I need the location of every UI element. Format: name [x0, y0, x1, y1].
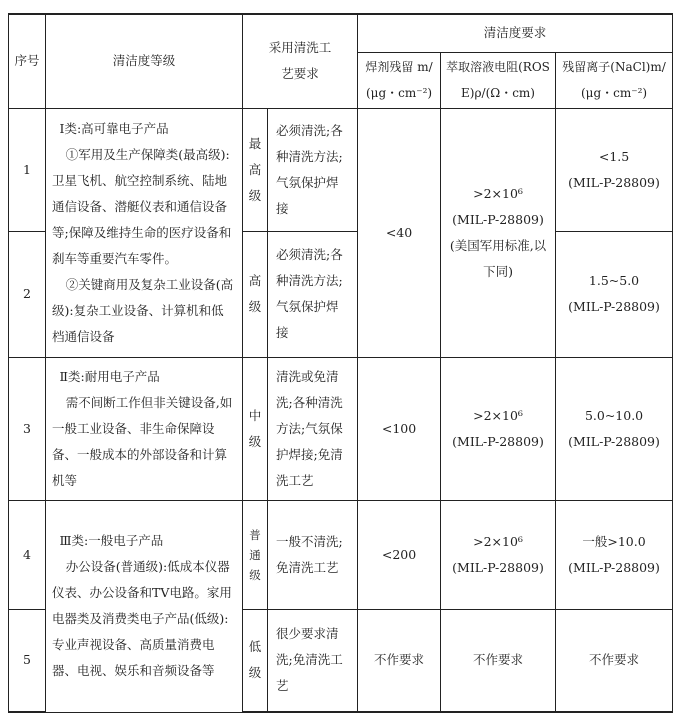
rose-value: >2×10⁶	[473, 533, 523, 549]
class3-title: Ⅲ类:一般电子产品	[59, 533, 164, 548]
row-ionic	[556, 231, 673, 357]
rose-value: >2×10⁶	[473, 407, 523, 423]
row-no: 5	[9, 609, 46, 712]
row-no: 2	[9, 231, 46, 357]
class1-item1: ①军用及生产保障类(最高级):卫星飞机、航空控制系统、陆地通信设备、潜艇仪表和通信设备等;保障及维持生命的医疗设备和刹车等重要汽车零件。	[52, 146, 232, 266]
ionic-value: 一般>10.0	[582, 533, 646, 549]
ionic-value: 5.0~10.0	[584, 407, 644, 423]
ionic-standard: (MIL-P-28809)	[568, 559, 660, 575]
ionic-value: 1.5~5.0	[588, 273, 640, 288]
class1-title: Ⅰ类:高可靠电子产品	[59, 120, 169, 136]
row-process: 必须清洗;各种清洗方法;气氛保护焊接	[268, 108, 358, 231]
row-sublevel: 普通级	[243, 500, 268, 609]
rose-value: >2×10⁶	[473, 185, 523, 201]
class3-desc: 办公设备(普通级):低成本仪器仪表、办公设备和TV电路。家用电器类及消费类电子产品(低级):专业声视设备、高质量消费电器、电视、娱乐和音频设备等	[52, 559, 232, 678]
table-row	[9, 108, 673, 231]
table-row	[9, 500, 673, 609]
header-cleanliness-requirements: 清洁度要求	[358, 14, 673, 52]
class1-solder-residue: <40	[358, 108, 441, 357]
rose-standard: (MIL-P-28809)	[452, 559, 544, 575]
row-no: 1	[9, 108, 46, 231]
row-rose	[441, 500, 556, 609]
row-solder-residue: <100	[358, 357, 441, 500]
class3-description	[46, 500, 243, 712]
header-serial-no: 序号	[9, 14, 46, 108]
class1-description	[46, 108, 243, 357]
header-rose-resistivity: 萃取溶液电阻(ROSE)ρ/(Ω・cm)	[441, 52, 556, 108]
header-process: 采用清洗工艺要求	[243, 14, 358, 108]
row-sublevel: 最高级	[243, 108, 268, 231]
row-no: 3	[9, 357, 46, 500]
row-ionic: 不作要求	[556, 609, 673, 712]
ionic-standard: (MIL-P-28809)	[568, 299, 660, 314]
rose-standard: (MIL-P-28809)	[452, 433, 544, 449]
header-solder-residue: 焊剂残留 m/(μg・cm⁻²)	[358, 52, 441, 108]
class2-description	[46, 357, 243, 500]
class2-desc: 需不间断工作但非关键设备,如一般工业设备、非生命保障设备、一般成本的外部设备和计算机等	[52, 394, 233, 488]
cleanliness-grade-table	[8, 13, 673, 713]
table-row	[9, 357, 673, 500]
row-process: 一般不清洗;免清洗工艺	[268, 500, 358, 609]
ionic-standard: (MIL-P-28809)	[568, 433, 660, 449]
rose-standard: (MIL-P-28809)	[452, 211, 544, 227]
row-no: 4	[9, 500, 46, 609]
header-ionic-residue: 残留离子(NaCl)m/(μg・cm⁻²)	[556, 52, 673, 108]
rose-note: (美国军用标准,以下同)	[449, 237, 547, 279]
class1-rose	[441, 108, 556, 357]
row-ionic	[556, 500, 673, 609]
ionic-value: <1.5	[598, 148, 630, 164]
header-grade: 清洁度等级	[46, 14, 243, 108]
row-rose: 不作要求	[441, 609, 556, 712]
row-ionic	[556, 357, 673, 500]
row-sublevel: 中级	[243, 357, 268, 500]
row-rose	[441, 357, 556, 500]
row-ionic	[556, 108, 673, 231]
row-process: 很少要求清洗;免清洗工艺	[268, 609, 358, 712]
row-process: 清洗或免清洗;各种清洗方法;气氛保护焊接;免清洗工艺	[268, 357, 358, 500]
row-sublevel: 高级	[243, 231, 268, 357]
row-sublevel: 低级	[243, 609, 268, 712]
ionic-standard: (MIL-P-28809)	[568, 174, 660, 190]
row-solder-residue: <200	[358, 500, 441, 609]
row-process: 必须清洗;各种清洗方法;气氛保护焊接	[268, 231, 358, 357]
row-solder-residue: 不作要求	[358, 609, 441, 712]
class1-item2: ②关键商用及复杂工业设备(高级):复杂工业设备、计算机和低档通信设备	[52, 276, 234, 344]
class2-title: Ⅱ类:耐用电子产品	[59, 368, 160, 384]
